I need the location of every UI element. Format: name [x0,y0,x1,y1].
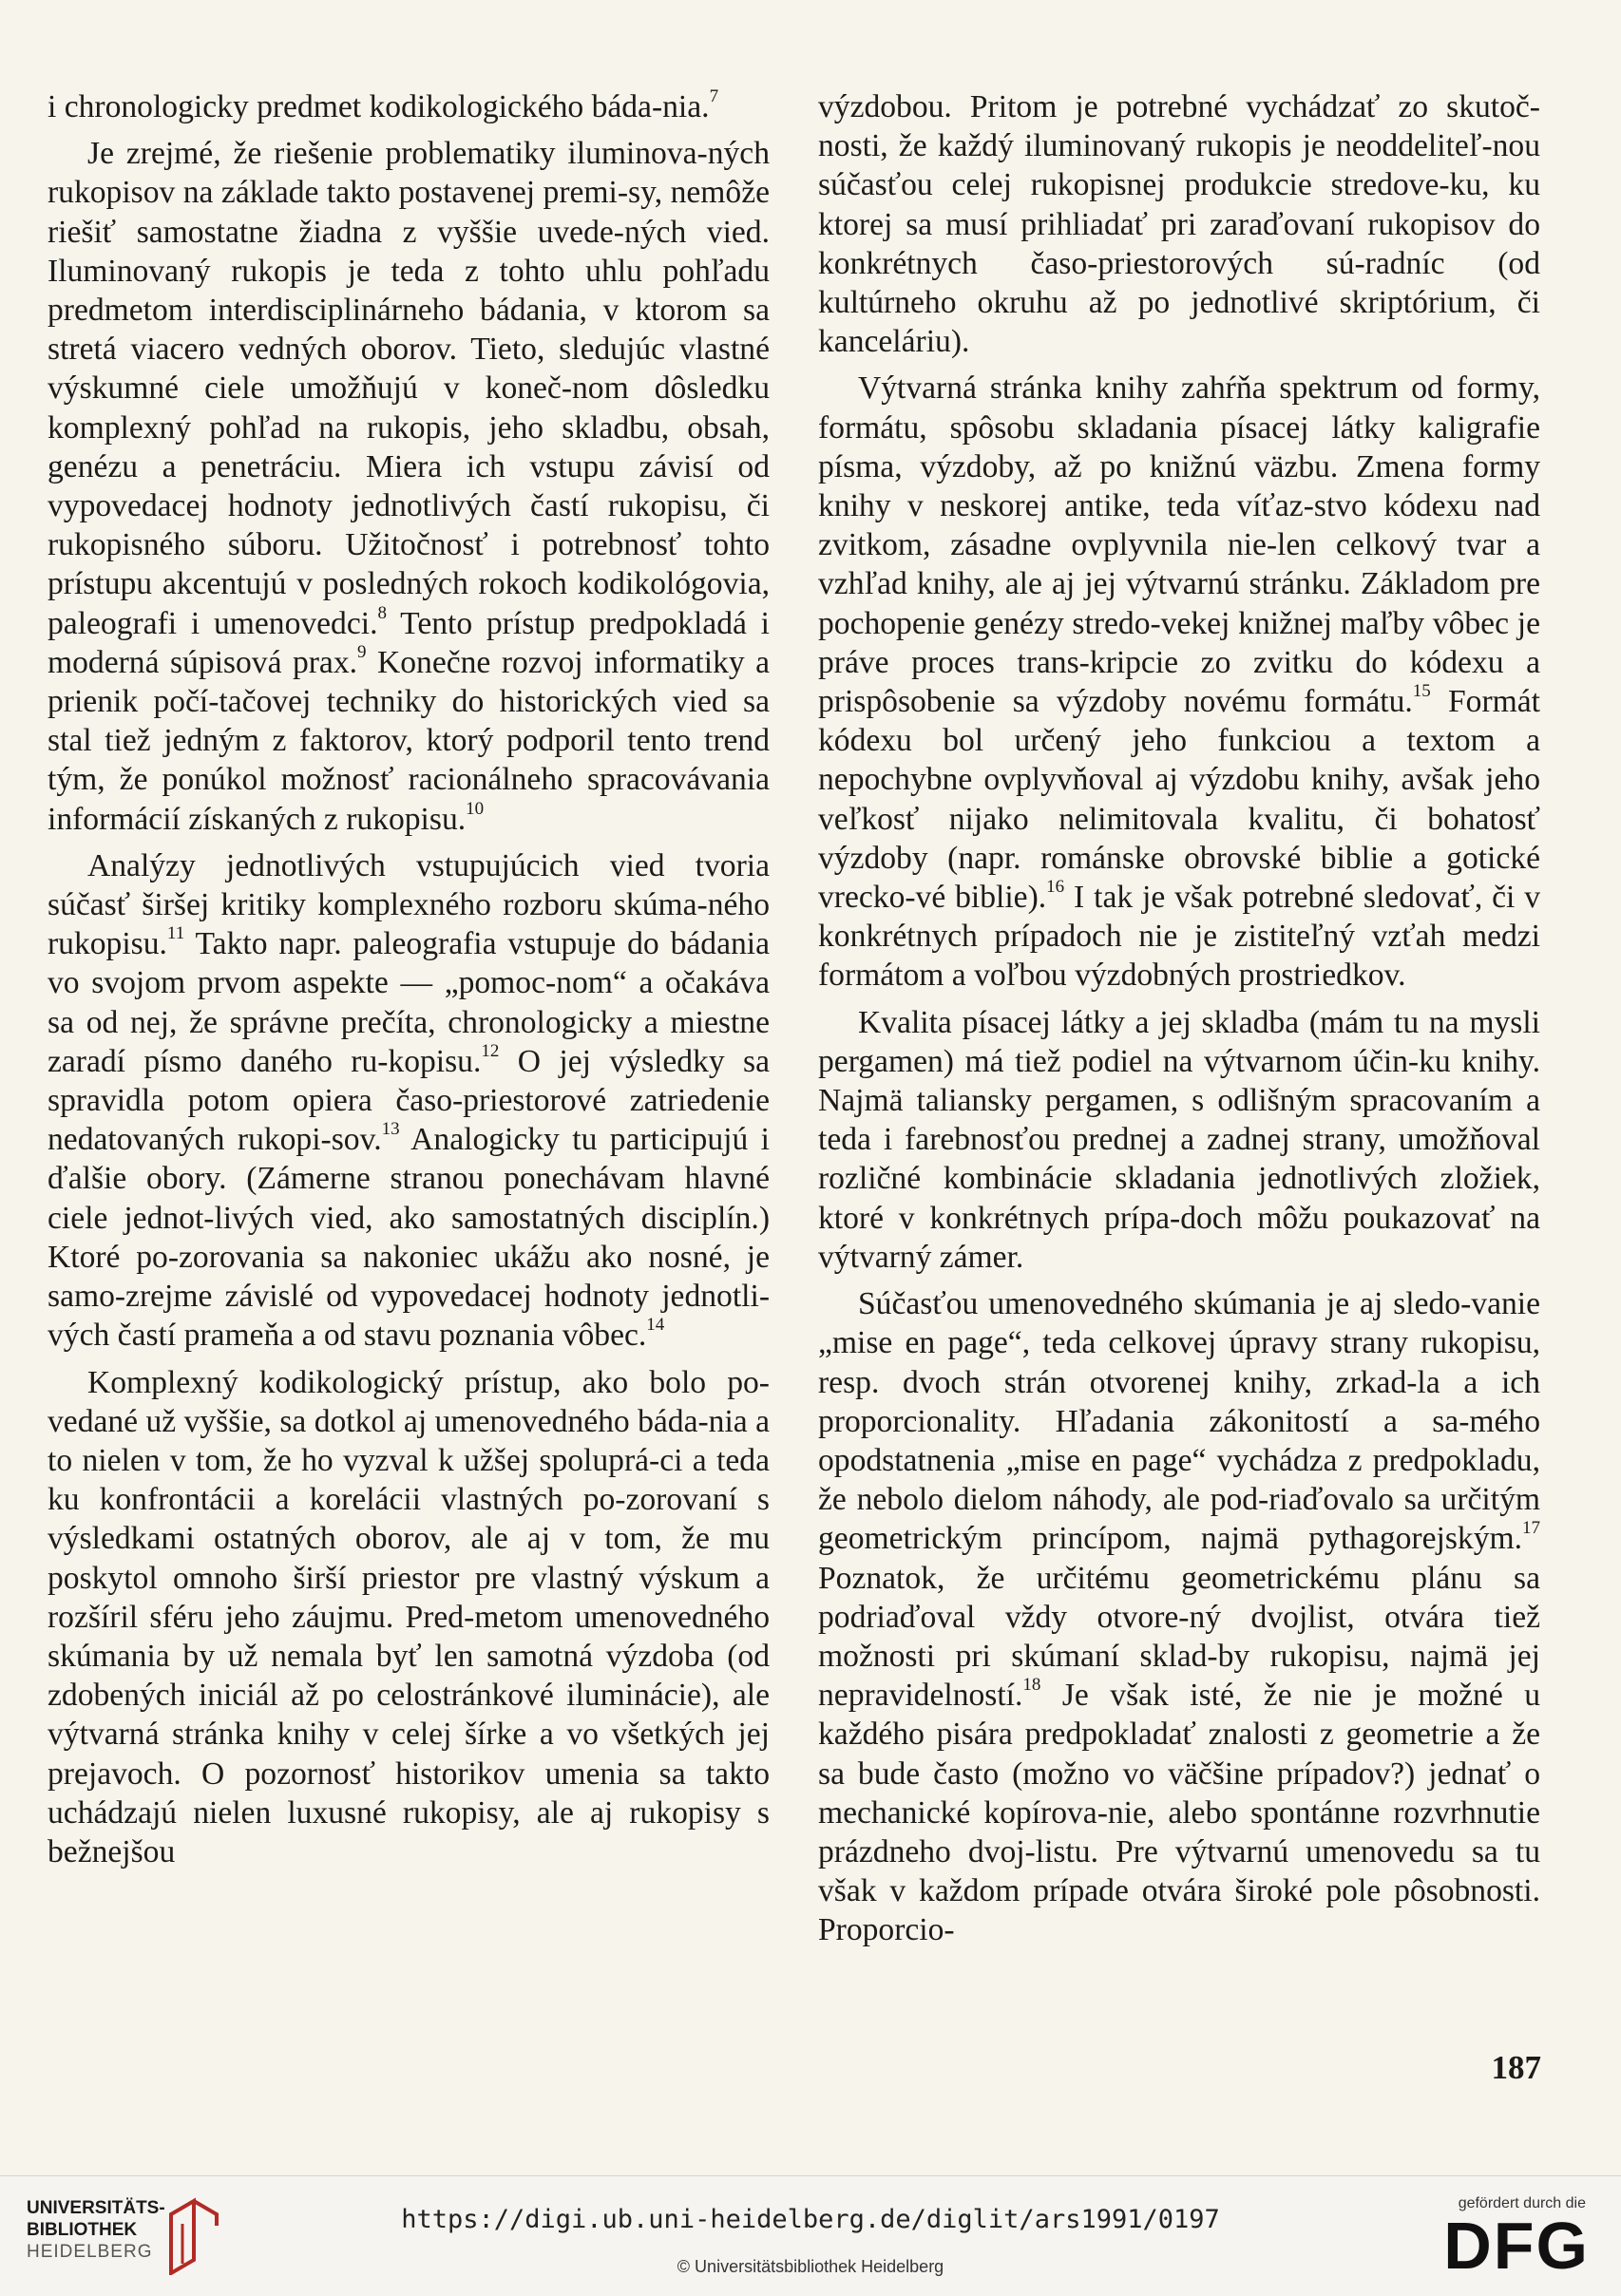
paragraph-text: Analýzy jednotlivých vstupujúcich vied tvoria súčasť širšej kritiky komplexného rozboru skúma-ného rukopisu. [48,847,770,962]
paragraph-text: Poznatok, že určitému geometrickému plánu sa podriaďoval vždy otvore-ný dvojlist, otvára tiež možnosti pri skúmaní sklad-by rukopisu, najmä jej nepravidelností. [818,1560,1540,1714]
dfg-logo[interactable]: DFG [1443,2209,1590,2283]
left-column [48,87,770,1871]
paragraph-text: Konečne rozvoj informatiky a prienik počí-tačovej techniky do historických vied sa stal tiež jedným z faktorov, ktorý podporil tento trend tým, že ponúkol možnosť racionálneho spracovávania informácií získaných z rukopisu. [48,644,770,837]
footnote-ref: 13 [381,1119,400,1140]
paragraph-text: Výtvarná stránka knihy zahŕňa spektrum od formy, formátu, spôsobu skladania písacej látky kaligrafie písma, výzdoby, až po knižnú väzbu. Zmena formy knihy v neskorej antike, teda víťaz-stvo kódexu nad zvitkom, zásadne ovplyvnila nie-len celkový tvar a vzhľad knihy, ale aj jej výtvarnú stránku. Základom pre pochopenie genézy stredo-vekej knižnej maľby vôbec je práve proces trans-kripcie zo zvitku do kódexu a prispôsobenie sa výzdoby novému formátu. [818,370,1540,720]
paragraph-text: O jej výsledky sa spravidla potom opiera časo-priestorové zatriedenie nedatovaných rukopi-sov. [48,1043,770,1158]
library-name-line: BIBLIOTHEK [27,2220,138,2240]
footnote-ref: 18 [1022,1674,1041,1695]
library-name-line: HEIDELBERG [27,2242,153,2262]
page-number: 187 [1491,2049,1541,2086]
paragraph-text: Kvalita písacej látky a jej skladba (mám tu na mysli pergamen) má tiež podiel na výtvarnom účin-ku knihy. Najmä taliansky pergamen, s odlišným spracovaním a teda i farebnosťou prednej a zadnej strany, umožňoval rozličné kombinácie skladania jednotlivých zložiek, ktoré v konkrétnych prípa-doch môžu poukazovať na výtvarný zámer. [818,1004,1540,1275]
footnote-ref: 14 [646,1315,665,1336]
footnote-ref: 16 [1046,876,1065,897]
footnote-ref: 17 [1522,1518,1540,1539]
paragraph-text: výzdobou. Pritom je potrebné vychádzať zo skutoč-nosti, že každý iluminovaný rukopis je neoddeliteľ-nou súčasťou celej rukopisnej produkcie stredove-ku, ku ktorej sa musí prihliadať pri zaraďovaní rukopisov do konkrétnych časo-priestorových sú-radníc (od kultúrneho okruhu až po jednotlivé skriptórium, či kanceláriu). [818,89,1540,360]
paragraph-text: Tento prístup predpokladá i moderná súpisová prax. [48,605,771,680]
footnote-ref: 12 [481,1040,500,1061]
copyright-notice: © Universitätsbibliothek Heidelberg [677,2257,944,2276]
paragraph-text: I tak je však potrebné sledovať, či v konkrétnych prípadoch nie je zistiteľný vzťah medzi formátom a voľbou výzdobných prostriedkov. [818,880,1541,994]
paragraph [48,1363,770,1872]
paragraph [48,846,770,1356]
paragraph-text: Komplexný kodikologický prístup, ako bolo po-vedané už vyššie, sa dotkol aj umenovedného báda-nia a to nielen v tom, že ho vyzval k užšej spoluprá-ci a teda ku konfrontácii a korelácii vlastných po-zorovaní s výsledkami ostatných oborov, ale aj v tom, že mu poskytol omnoho širší priestor pre vlastný výskum a rozšíril sféru jeho záujmu. Pred-metom umenovedného skúmania by už nemala byť len samotná výzdoba (od zdobených iniciál až po celostránkové iluminácie), ale výtvarná stránka knihy v celej šírke a vo všetkých jej prejavoch. O pozornosť historikov umenia sa takto uchádzajú nielen luxusné rukopisy, ale aj rukopisy s bežnejšou [48,1364,770,1869]
footnote-ref: 8 [377,602,387,623]
paragraph-text: i chronologicky predmet kodikologického báda-nia. [48,89,710,124]
paragraph [818,1284,1540,1949]
paragraph-text: Formát kódexu bol určený jeho funkciou a textom a nepochybne ovplyvňoval aj výzdobu knihy, avšak jeho veľkosť nijako nelimitovala kvalitu, či bohatosť výzdoby (napr. románske obrovské biblie a gotické vrecko-vé biblie). [818,684,1540,916]
paragraph-text: Analogicky tu participujú i ďalšie obory. (Zámerne stranou ponechávam hlavné ciele jednot-livých vied, ako samostatných disciplín.) Ktoré po-zorovania sa nakoniec ukážu ako nosné, je samo-zrejme závislé od vypovedacej hodnoty jednotli-vých častí prameňa a od stavu poznania vôbec. [48,1122,771,1354]
paragraph-text: Je zrejmé, že riešenie problematiky iluminova-ných rukopisov na základe takto postavenej premi-sy, nemôže riešiť samostatne žiadna z vyššie uvede-ných vied. Iluminovaný rukopis je teda z tohto uhlu pohľadu predmetom interdisciplinárneho bádania, v ktorom sa stretá viacero vedných oborov. Tieto, sledujúc vlastné výskumné ciele umožňujú v koneč-nom dôsledku komplexný pohľad na rukopis, jeho skladbu, obsah, genézu a penetráciu. Miera ich vstupu závisí od vypovedacej hodnoty jednotlivých častí rukopisu, či rukopisného súboru. Užitočnosť i potrebnosť tohto prístupu akcentujú v posledných rokoch kodikológovia, paleografi i umenovedci. [48,136,770,641]
footnote-ref: 11 [166,923,185,944]
paragraph [818,1003,1540,1277]
funding-caption: gefördert durch die [1458,2195,1586,2211]
right-column [818,87,1540,1950]
library-name-line: UNIVERSITÄTS- [27,2198,165,2218]
paragraph-text: Takto napr. paleografia vstupuje do bádania vo svojom prvom aspekte — „pomoc-nom“ a očakáva sa od nej, že správne prečíta, chronologicky a miestne zaradí písmo daného ru-kopisu. [48,926,770,1079]
footnote-ref: 9 [357,641,367,662]
paragraph [48,134,770,839]
paragraph [818,369,1540,995]
paragraph [48,87,770,126]
permalink-url[interactable]: https://digi.ub.uni-heidelberg.de/diglit/ars1991/0197 [401,2205,1220,2234]
footnote-ref: 15 [1412,680,1431,701]
paragraph-text: Súčasťou umenovedného skúmania je aj sledo-vanie „mise en page“, teda celkovej úpravy strany rukopisu, resp. dvoch strán otvorenej knihy, zrkad-la a ich proporcionality. Hľadania zákonitostí a sa-mého opodstatnenia „mise en page“ vychádza z predpokladu, že nebolo dielom náhody, ale pod-riaďovalo sa určitým geometrickým princípom, najmä pythagorejským. [818,1286,1540,1557]
paragraph-text: Je však isté, že nie je možné u každého pisára predpokladať znalosti z geometrie a že sa bude často (možno vo väčšine prípadov?) jednať o mechanické kopírova-nie, alebo spontánne rozvrhnutie prázdneho dvoj-listu. Pre výtvarnú umenovedu sa tu však v každom prípade otvára široké pole pôsobnosti. Proporcio- [818,1678,1540,1948]
footnote-ref: 7 [709,85,719,106]
footer-bar [0,2175,1621,2296]
footnote-ref: 10 [466,798,485,819]
paragraph [818,87,1540,361]
